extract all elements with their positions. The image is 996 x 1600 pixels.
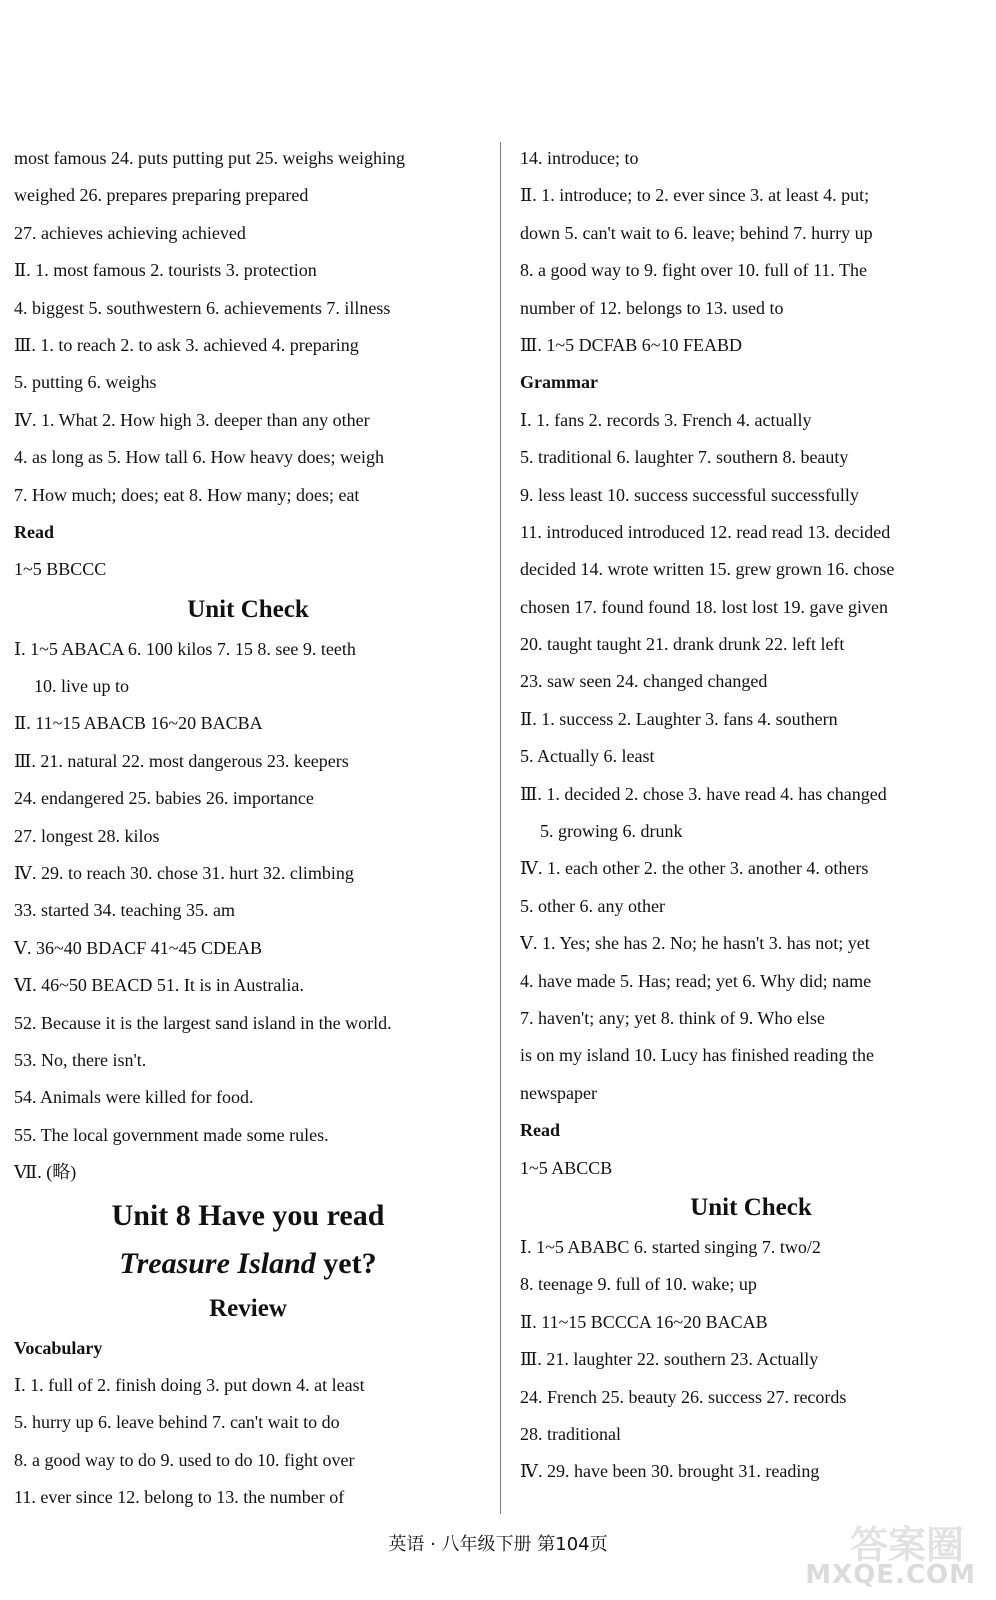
unit8-subtitle-rest: yet? [315, 1246, 377, 1280]
answer-line: Ⅰ. 1~5 ABACA 6. 100 kilos 7. 15 8. see 9. teeth [14, 638, 356, 659]
answer-line: 5. growing 6. drunk [540, 821, 683, 842]
answer-line: 7. haven't; any; yet 8. think of 9. Who else [520, 1007, 825, 1028]
answer-line: 8. a good way to 9. fight over 10. full of 11. The [520, 260, 867, 281]
answer-line: 55. The local government made some rules. [14, 1124, 329, 1145]
answer-line: 27. achieves achieving achieved [14, 222, 246, 243]
answer-line: weighed 26. prepares preparing prepared [14, 185, 309, 206]
read-answer: 1~5 ABCCB [520, 1157, 613, 1178]
answer-line: 4. as long as 5. How tall 6. How heavy does; weigh [14, 447, 384, 468]
answer-line: Ⅶ. (略) [14, 1162, 77, 1183]
answer-line: 11. ever since 12. belong to 13. the number of [14, 1487, 345, 1508]
right-column [520, 140, 982, 1491]
grammar-heading: Grammar [520, 372, 598, 393]
answer-line: is on my island 10. Lucy has finished reading the [520, 1045, 874, 1066]
unit-check-title: Unit Check [690, 1193, 812, 1221]
answer-line: most famous 24. puts putting put 25. weighs weighing [14, 148, 405, 168]
watermark-logo [784, 1512, 984, 1592]
answer-line: 10. live up to [34, 676, 129, 697]
answer-line: Ⅰ. 1. fans 2. records 3. French 4. actually [520, 409, 812, 430]
answer-line: 54. Animals were killed for food. [14, 1087, 254, 1108]
answer-line: 23. saw seen 24. changed changed [520, 671, 768, 692]
answer-line: Ⅵ. 46~50 BEACD 51. It is in Australia. [14, 975, 304, 996]
answer-line: 33. started 34. teaching 35. am [14, 900, 235, 921]
left-column [14, 140, 482, 1517]
answer-line: chosen 17. found found 18. lost lost 19. gave given [520, 596, 888, 617]
read-answer: 1~5 BBCCC [14, 559, 107, 580]
answer-line: Ⅱ. 1. success 2. Laughter 3. fans 4. southern [520, 708, 838, 729]
answer-line: 9. less least 10. success successful successfully [520, 484, 859, 505]
book-title: Treasure Island [119, 1246, 316, 1280]
answer-line: 24. endangered 25. babies 26. importance [14, 788, 314, 809]
answer-line: decided 14. wrote written 15. grew grown 16. chose [520, 559, 895, 580]
answer-line: Ⅴ. 1. Yes; she has 2. No; he hasn't 3. has not; yet [520, 933, 870, 954]
read-heading: Read [520, 1120, 560, 1141]
answer-line: 5. hurry up 6. leave behind 7. can't wait to do [14, 1412, 340, 1433]
answer-line: down 5. can't wait to 6. leave; behind 7. hurry up [520, 222, 873, 243]
answer-line: Ⅱ. 1. most famous 2. tourists 3. protection [14, 260, 317, 281]
watermark-badge: 答案圈 [849, 1523, 964, 1567]
unit8-title: Unit 8 Have you read [111, 1198, 385, 1232]
page-footer: 英语 · 八年级下册 第104页 [388, 1534, 608, 1555]
answer-line: 28. traditional [520, 1423, 621, 1444]
answer-line: 4. biggest 5. southwestern 6. achievements 7. illness [14, 297, 391, 318]
answer-line: Ⅲ. 1. to reach 2. to ask 3. achieved 4. preparing [14, 334, 359, 355]
vocabulary-heading: Vocabulary [14, 1337, 103, 1358]
answer-line: 27. longest 28. kilos [14, 825, 160, 846]
answer-line: Ⅱ. 1. introduce; to 2. ever since 3. at least 4. put; [520, 185, 870, 206]
review-title: Review [209, 1294, 287, 1322]
answer-line: Ⅳ. 1. each other 2. the other 3. another 4. others [520, 858, 869, 879]
answer-line: Ⅱ. 11~15 BCCCA 16~20 BACAB [520, 1311, 768, 1332]
answer-line: Ⅲ. 1~5 DCFAB 6~10 FEABD [520, 334, 743, 355]
answer-line: 53. No, there isn't. [14, 1049, 147, 1070]
answer-line: number of 12. belongs to 13. used to [520, 297, 784, 318]
answer-line: 14. introduce; to [520, 148, 639, 168]
watermark-text: MXQE.COM [805, 1560, 976, 1590]
answer-line: Ⅳ. 1. What 2. How high 3. deeper than any other [14, 409, 370, 430]
answer-line: Ⅳ. 29. have been 30. brought 31. reading [520, 1461, 820, 1482]
answer-line: 24. French 25. beauty 26. success 27. records [520, 1386, 847, 1407]
answer-line: Ⅴ. 36~40 BDACF 41~45 CDEAB [14, 937, 263, 958]
answer-line: 5. traditional 6. laughter 7. southern 8. beauty [520, 447, 849, 468]
read-heading: Read [14, 521, 54, 542]
answer-line: 52. Because it is the largest sand island in the world. [14, 1012, 392, 1033]
answer-line: 4. have made 5. Has; read; yet 6. Why did; name [520, 970, 872, 991]
answer-line: Ⅰ. 1~5 ABABC 6. started singing 7. two/2 [520, 1236, 821, 1257]
answer-line: Ⅲ. 1. decided 2. chose 3. have read 4. has changed [520, 783, 887, 804]
answer-line: Ⅰ. 1. full of 2. finish doing 3. put down 4. at least [14, 1374, 365, 1395]
answer-line: Ⅲ. 21. laughter 22. southern 23. Actually [520, 1349, 819, 1370]
answer-line: 5. other 6. any other [520, 895, 665, 916]
unit-check-title: Unit Check [187, 595, 309, 623]
answer-line: Ⅳ. 29. to reach 30. chose 31. hurt 32. climbing [14, 863, 354, 884]
answer-line: Ⅱ. 11~15 ABACB 16~20 BACBA [14, 713, 263, 734]
answer-line: 8. a good way to do 9. used to do 10. fight over [14, 1449, 355, 1470]
answer-line: 8. teenage 9. full of 10. wake; up [520, 1274, 757, 1295]
answer-line: 11. introduced introduced 12. read read 13. decided [520, 521, 891, 542]
unit8-subtitle [14, 1240, 482, 1288]
column-divider [500, 142, 501, 1514]
answer-line: 7. How much; does; eat 8. How many; does; eat [14, 484, 360, 505]
answer-line: newspaper [520, 1082, 597, 1103]
answer-line: 5. Actually 6. least [520, 746, 655, 767]
answer-line: 20. taught taught 21. drank drunk 22. left left [520, 634, 845, 655]
answer-line: 5. putting 6. weighs [14, 372, 157, 393]
answer-line: Ⅲ. 21. natural 22. most dangerous 23. keepers [14, 750, 349, 771]
